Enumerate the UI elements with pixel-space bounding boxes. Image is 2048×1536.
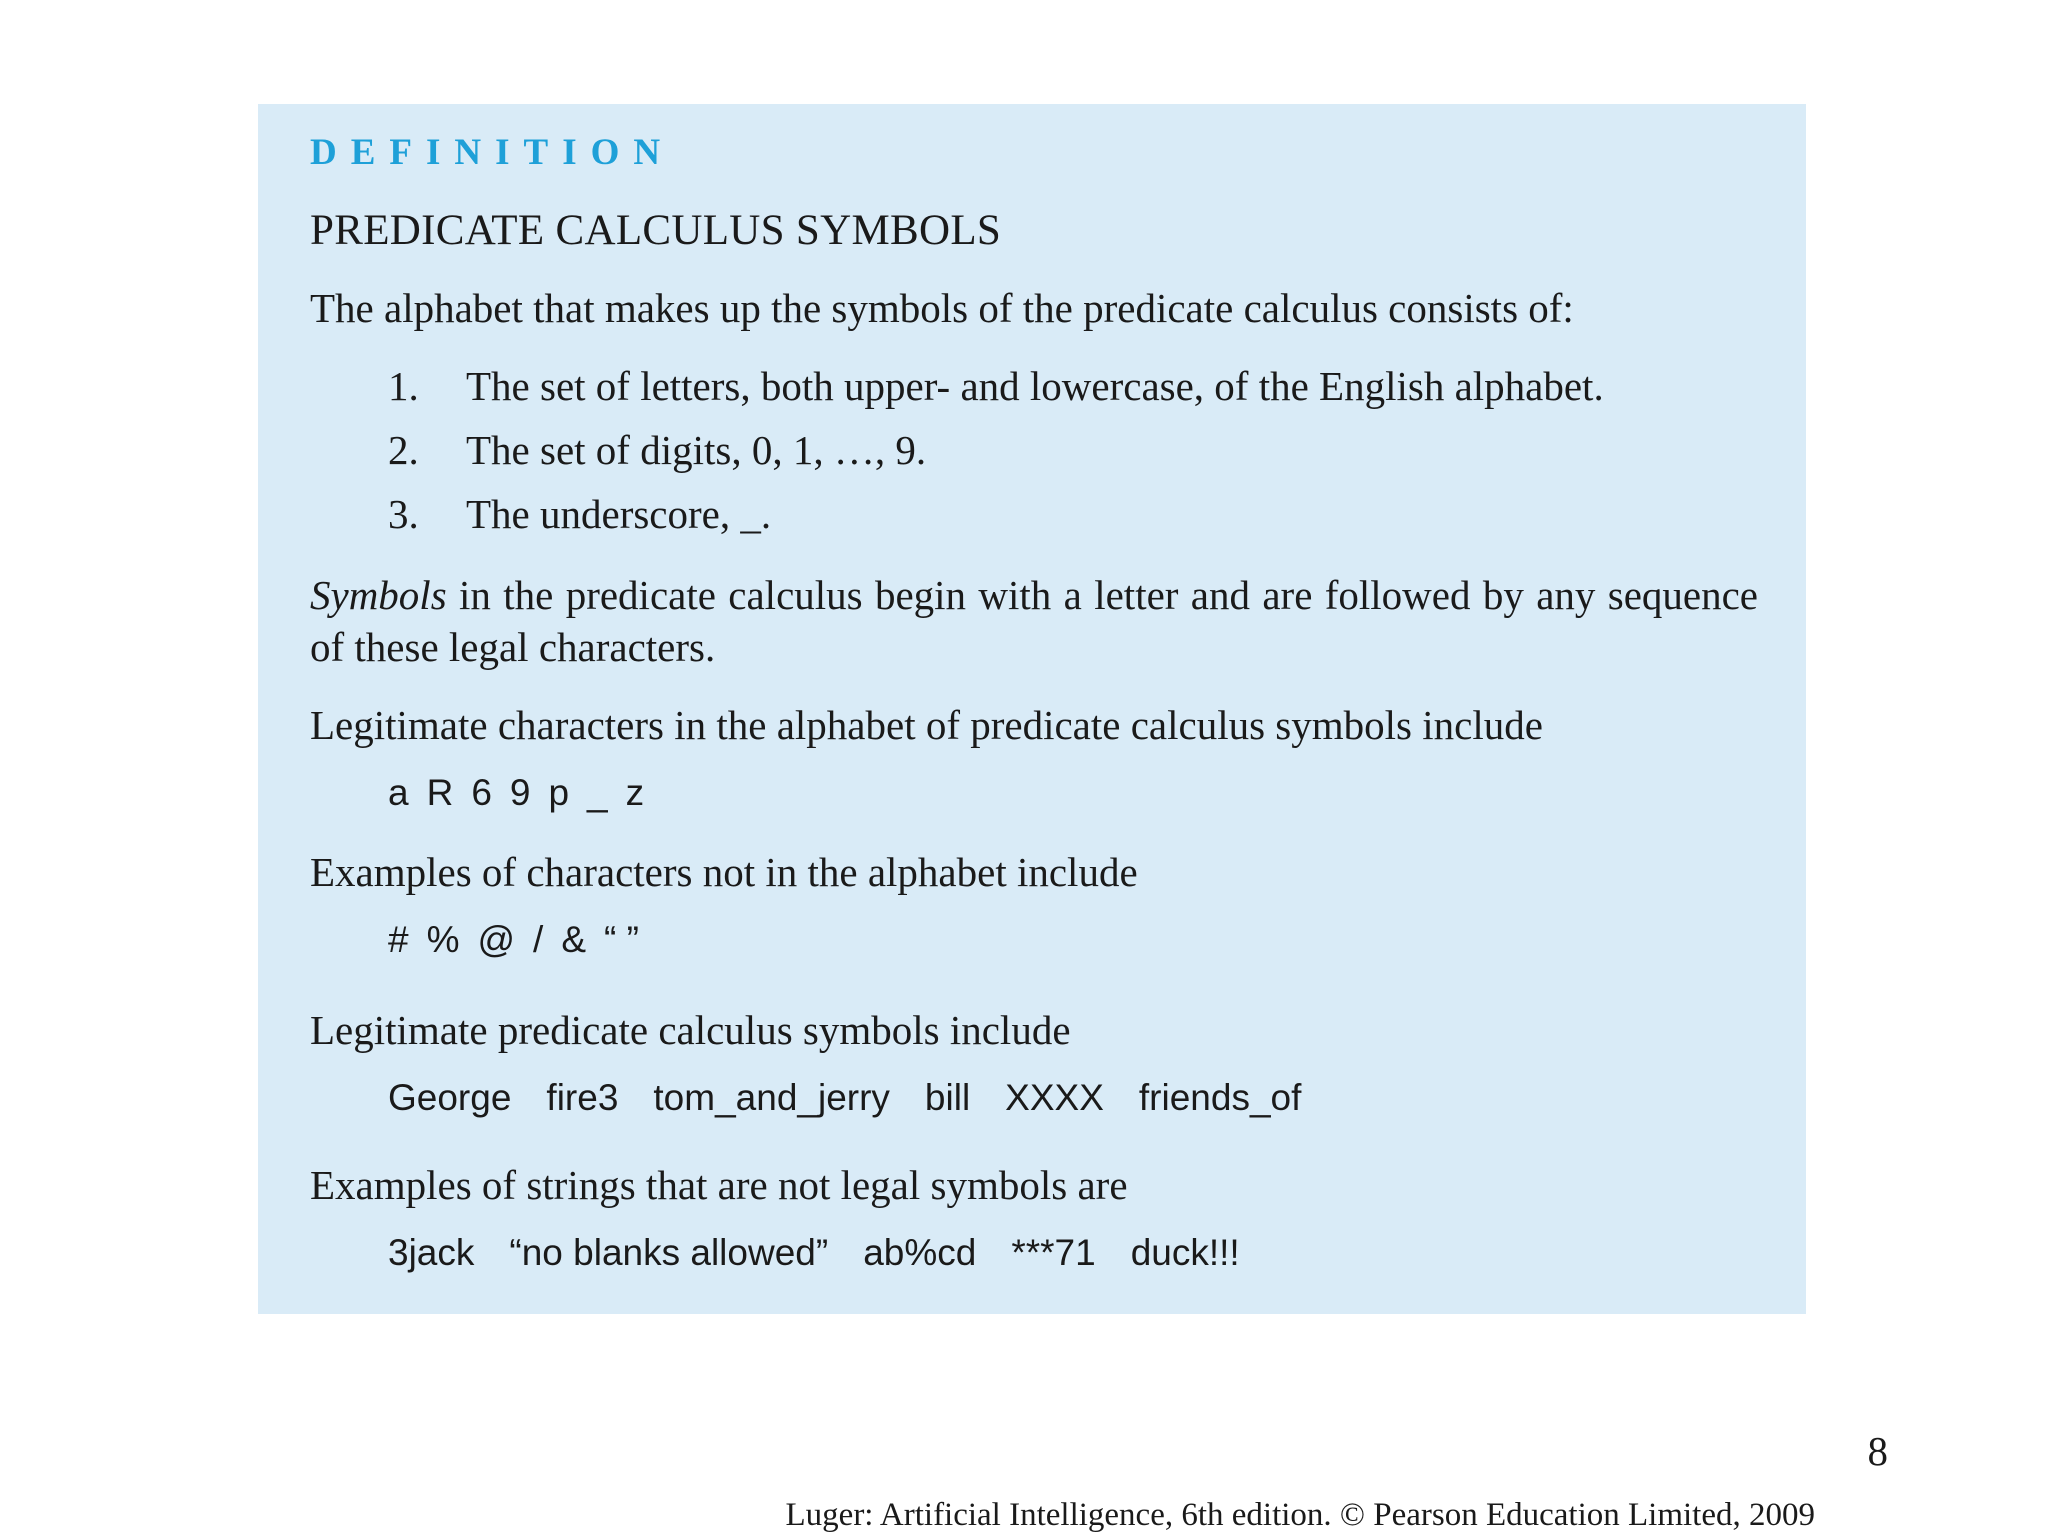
legit-symbol: tom_and_jerry — [653, 1077, 890, 1118]
legit-symbols-list — [388, 1077, 1336, 1119]
legit-symbol: fire3 — [546, 1077, 619, 1118]
list-item — [388, 362, 1604, 410]
intro-paragraph: The alphabet that makes up the symbols of the predicate calculus consists of: — [310, 285, 1574, 331]
legit-char: R — [426, 772, 454, 813]
list-item-number: 1. — [388, 363, 419, 409]
not-char: “ ” — [604, 919, 639, 960]
illegal-symbol: “no blanks allowed” — [509, 1232, 829, 1273]
legit-symbol: bill — [924, 1077, 971, 1118]
definition-box — [258, 104, 1806, 1314]
symbols-term: Symbols — [310, 572, 447, 618]
legit-symbol: friends_of — [1138, 1077, 1302, 1118]
footer-citation: Luger: Artificial Intelligence, 6th edition. © Pearson Education Limited, 2009 — [785, 1497, 1815, 1533]
not-chars-intro: Examples of characters not in the alphabet include — [310, 849, 1138, 895]
illegal-symbol: 3jack — [388, 1232, 475, 1273]
not-chars-list — [388, 919, 657, 961]
legit-symbol: George — [388, 1077, 512, 1118]
illegal-symbol: duck!!! — [1130, 1232, 1240, 1273]
not-char: @ — [477, 919, 516, 960]
not-char: % — [426, 919, 460, 960]
list-item-text: The set of digits, 0, 1, …, 9. — [466, 427, 927, 473]
not-char: & — [561, 919, 587, 960]
symbols-paragraph-text: in the predicate calculus begin with a letter and are followed by any sequence of these legal characters. — [310, 572, 1758, 670]
legit-char: 6 — [471, 772, 492, 813]
definition-title: PREDICATE CALCULUS SYMBOLS — [310, 207, 1002, 254]
legit-chars-intro: Legitimate characters in the alphabet of predicate calculus symbols include — [310, 702, 1543, 748]
legit-char: p — [548, 772, 570, 813]
list-item-text: The underscore, _. — [466, 491, 772, 537]
legit-char: 9 — [509, 772, 531, 813]
list-item — [388, 426, 926, 474]
legit-char: z — [625, 772, 645, 813]
illegal-symbol: ***71 — [1011, 1232, 1096, 1273]
not-char: / — [533, 919, 544, 960]
definition-label: DEFINITION — [310, 132, 675, 173]
symbols-paragraph — [310, 569, 1758, 673]
legit-char: _ — [587, 772, 608, 813]
legit-symbol: XXXX — [1005, 1077, 1104, 1118]
illegal-symbol: ab%cd — [863, 1232, 977, 1273]
illegal-symbols-list — [388, 1232, 1275, 1274]
legit-symbols-intro: Legitimate predicate calculus symbols include — [310, 1007, 1071, 1053]
list-item-text: The set of letters, both upper- and lowercase, of the English alphabet. — [466, 363, 1604, 409]
list-item-number: 2. — [388, 427, 419, 473]
list-item-number: 3. — [388, 491, 419, 537]
not-char: # — [388, 919, 409, 960]
legit-char: a — [388, 772, 409, 813]
list-item — [388, 490, 771, 538]
illegal-intro: Examples of strings that are not legal symbols are — [310, 1162, 1128, 1208]
legit-chars-list — [388, 772, 662, 814]
page-number: 8 — [1867, 1428, 1888, 1474]
